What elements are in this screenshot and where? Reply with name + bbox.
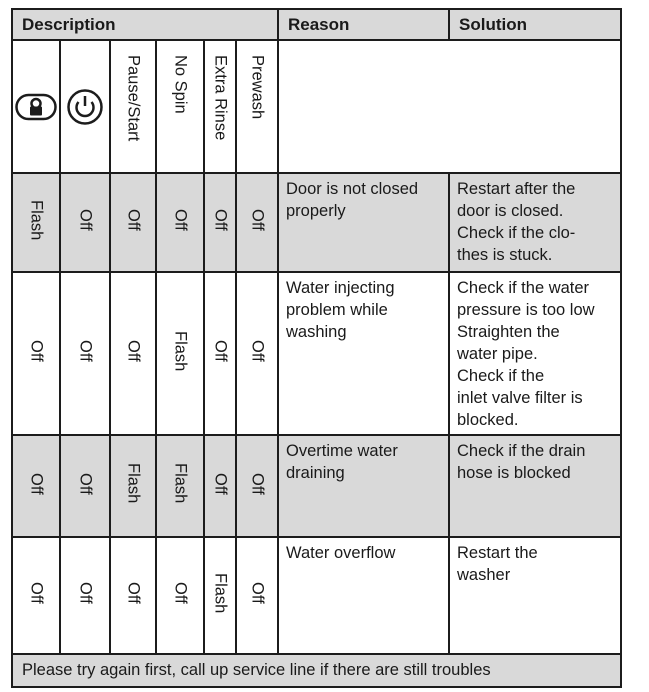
solution-cell: Restart after the door is closed. Check if the clo- thes is stuck. — [449, 173, 621, 272]
blank-cell — [278, 40, 621, 173]
indicator-row — [12, 40, 621, 173]
pause-start-header: Pause/Start — [110, 40, 156, 173]
state-no-spin: Off — [156, 537, 204, 654]
state-power: Off — [60, 173, 110, 272]
power-icon — [61, 88, 109, 126]
state-no-spin: Flash — [156, 272, 204, 435]
state-extra-rinse: Off — [204, 435, 236, 537]
reason-header: Reason — [278, 9, 449, 40]
solution-cell: Restart the washer — [449, 537, 621, 654]
state-extra-rinse: Flash — [204, 537, 236, 654]
state-no-spin: Flash — [156, 435, 204, 537]
state-pause-start: Off — [110, 272, 156, 435]
solution-cell: Check if the drain hose is blocked — [449, 435, 621, 537]
state-prewash: Off — [236, 435, 278, 537]
description-header: Description — [12, 9, 278, 40]
reason-cell: Door is not closed properly — [278, 173, 449, 272]
table-row — [12, 272, 621, 435]
footer-row — [12, 654, 621, 687]
state-pause-start: Off — [110, 173, 156, 272]
state-lock: Off — [12, 537, 60, 654]
prewash-header: Prewash — [236, 40, 278, 173]
state-no-spin: Off — [156, 173, 204, 272]
reason-cell: Water injecting problem while washing — [278, 272, 449, 435]
state-pause-start: Off — [110, 537, 156, 654]
footer-note: Please try again first, call up service line if there are still troubles — [12, 654, 621, 687]
state-pause-start: Flash — [110, 435, 156, 537]
reason-cell: Overtime water draining — [278, 435, 449, 537]
troubleshooting-table — [11, 8, 622, 688]
extra-rinse-header: Extra Rinse — [204, 40, 236, 173]
reason-cell: Water overflow — [278, 537, 449, 654]
table-row — [12, 537, 621, 654]
lock-indicator — [12, 40, 60, 173]
no-spin-header: No Spin — [156, 40, 204, 173]
state-prewash: Off — [236, 173, 278, 272]
table-row — [12, 435, 621, 537]
state-prewash: Off — [236, 537, 278, 654]
solution-cell: Check if the water pressure is too low Straighten the water pipe. Check if the inlet valve filter is blocked. — [449, 272, 621, 435]
header-row — [12, 9, 621, 40]
power-indicator — [60, 40, 110, 173]
state-lock: Off — [12, 272, 60, 435]
state-power: Off — [60, 272, 110, 435]
state-extra-rinse: Off — [204, 173, 236, 272]
table-row — [12, 173, 621, 272]
state-lock: Off — [12, 435, 60, 537]
state-prewash: Off — [236, 272, 278, 435]
state-power: Off — [60, 435, 110, 537]
solution-header: Solution — [449, 9, 621, 40]
state-lock: Flash — [12, 173, 60, 272]
state-power: Off — [60, 537, 110, 654]
state-extra-rinse: Off — [204, 272, 236, 435]
lock-icon — [13, 92, 59, 122]
